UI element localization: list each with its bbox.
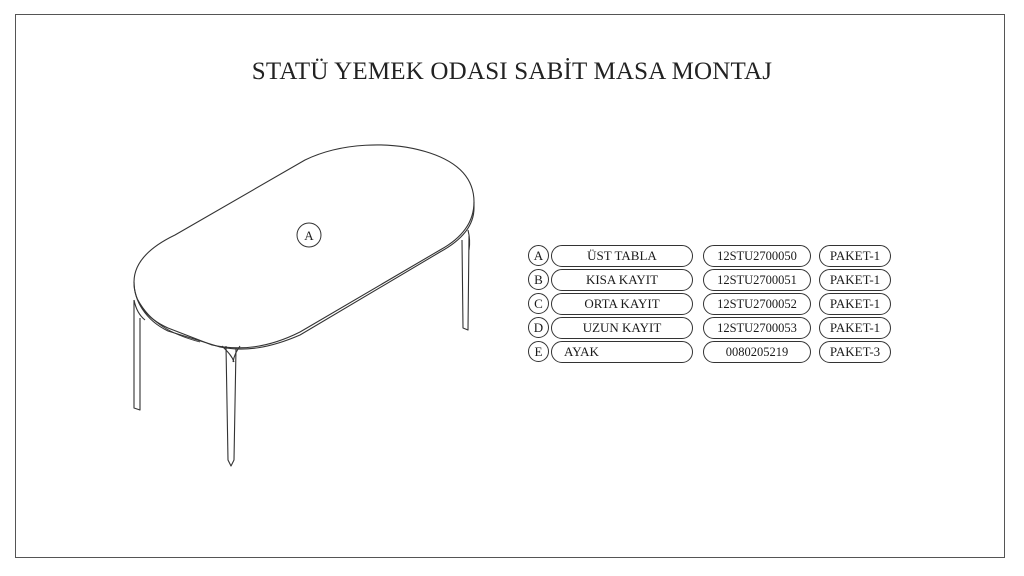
- part-package: PAKET-3: [819, 341, 891, 363]
- top-callout: [297, 223, 321, 247]
- part-code: 12STU2700053: [703, 317, 811, 339]
- part-name: KISA KAYIT: [551, 269, 693, 291]
- part-letter: E: [528, 341, 549, 362]
- part-name: ÜST TABLA: [551, 245, 693, 267]
- part-name: AYAK: [551, 341, 693, 363]
- part-letter: A: [528, 245, 549, 266]
- part-package: PAKET-1: [819, 293, 891, 315]
- drawing-title: STATÜ YEMEK ODASI SABİT MASA MONTAJ: [251, 58, 773, 85]
- part-code: 12STU2700050: [703, 245, 811, 267]
- part-row: [527, 244, 897, 268]
- part-row: [527, 316, 897, 340]
- part-letter: C: [528, 293, 549, 314]
- part-row: [527, 268, 897, 292]
- part-name: ORTA KAYIT: [551, 293, 693, 315]
- table-legs: [134, 230, 470, 466]
- part-code: 0080205219: [703, 341, 811, 363]
- svg-text:A: A: [304, 228, 314, 243]
- part-code: 12STU2700051: [703, 269, 811, 291]
- part-row: [527, 340, 897, 364]
- part-letter: B: [528, 269, 549, 290]
- part-package: PAKET-1: [819, 317, 891, 339]
- parts-list: [527, 244, 897, 364]
- part-row: [527, 292, 897, 316]
- part-package: PAKET-1: [819, 269, 891, 291]
- part-letter: D: [528, 317, 549, 338]
- part-name: UZUN KAYIT: [551, 317, 693, 339]
- part-code: 12STU2700052: [703, 293, 811, 315]
- part-package: PAKET-1: [819, 245, 891, 267]
